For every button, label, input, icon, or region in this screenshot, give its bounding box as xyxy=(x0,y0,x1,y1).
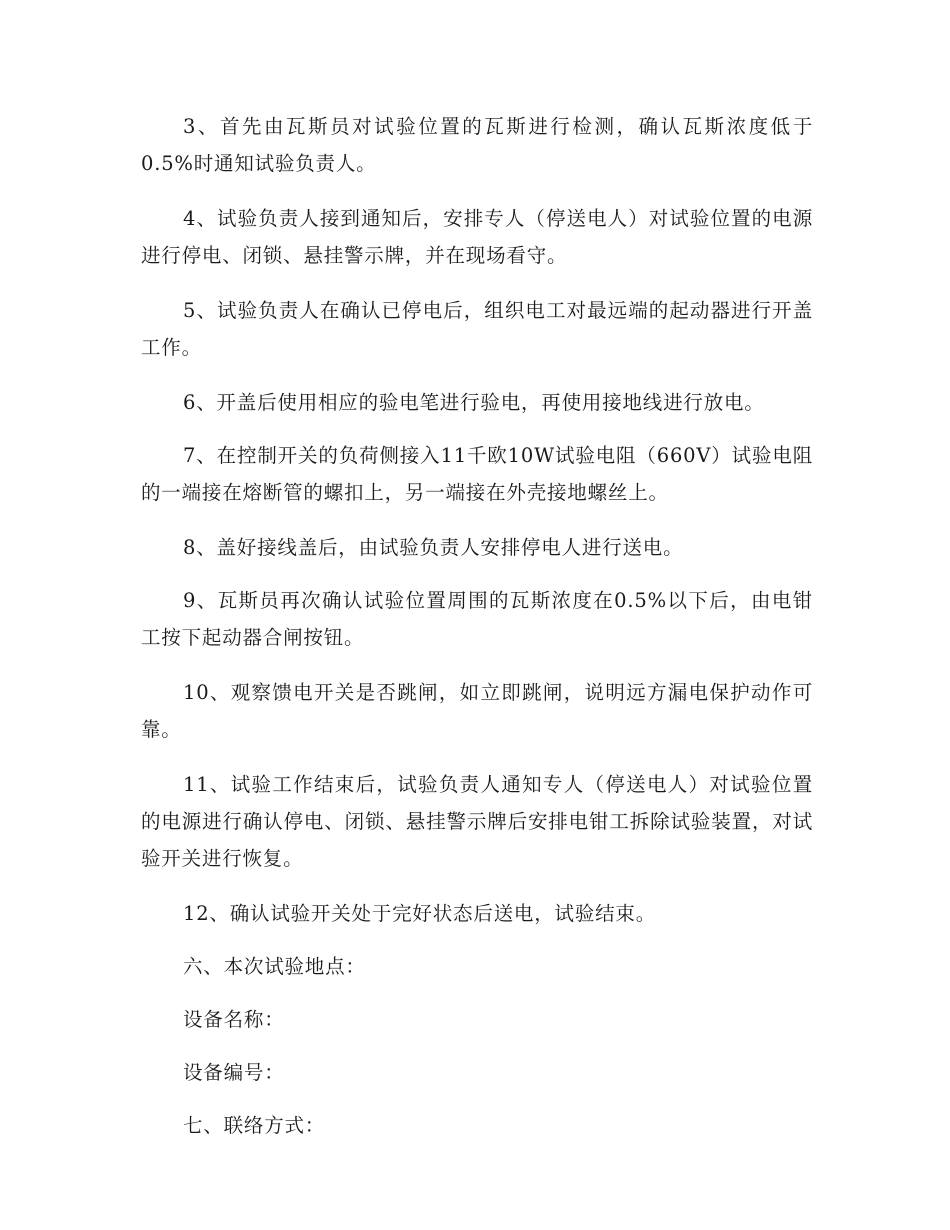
step-12-paragraph: 12、确认试验开关处于完好状态后送电，试验结束。 xyxy=(183,902,657,925)
step-7-paragraph: 7、在控制开关的负荷侧接入11千欧10W试验电阻（660V）试验电阻的一端接在熔断管的螺扣上，另一端接在外壳接地螺丝上。 xyxy=(141,444,813,504)
step-6-paragraph: 6、开盖后使用相应的验电笔进行验电，再使用接地线进行放电。 xyxy=(183,391,765,414)
equipment-name-label: 设备名称： xyxy=(183,1008,285,1031)
section-7-heading: 七、联络方式： xyxy=(183,1114,326,1137)
equipment-number-label: 设备编号： xyxy=(183,1061,285,1084)
document-page xyxy=(141,108,813,1160)
section-6-heading: 六、本次试验地点： xyxy=(183,955,366,978)
step-10-paragraph: 10、观察馈电开关是否跳闸，如立即跳闸，说明远方漏电保护动作可靠。 xyxy=(141,681,813,741)
step-4-paragraph: 4、试验负责人接到通知后，安排专人（停送电人）对试验位置的电源进行停电、闭锁、悬挂警示牌，并在现场看守。 xyxy=(141,207,813,267)
step-11-paragraph: 11、试验工作结束后，试验负责人通知专人（停送电人）对试验位置的电源进行确认停电、闭锁、悬挂警示牌后安排电钳工拆除试验装置，对试验开关进行恢复。 xyxy=(141,773,813,870)
step-3-paragraph: 3、首先由瓦斯员对试验位置的瓦斯进行检测，确认瓦斯浓度低于0.5%时通知试验负责人。 xyxy=(141,115,813,175)
step-8-paragraph: 8、盖好接线盖后，由试验负责人安排停电人进行送电。 xyxy=(183,536,684,559)
step-5-paragraph: 5、试验负责人在确认已停电后，组织电工对最远端的起动器进行开盖工作。 xyxy=(141,299,813,359)
step-9-paragraph: 9、瓦斯员再次确认试验位置周围的瓦斯浓度在0.5%以下后，由电钳工按下起动器合闸按钮。 xyxy=(141,589,813,649)
